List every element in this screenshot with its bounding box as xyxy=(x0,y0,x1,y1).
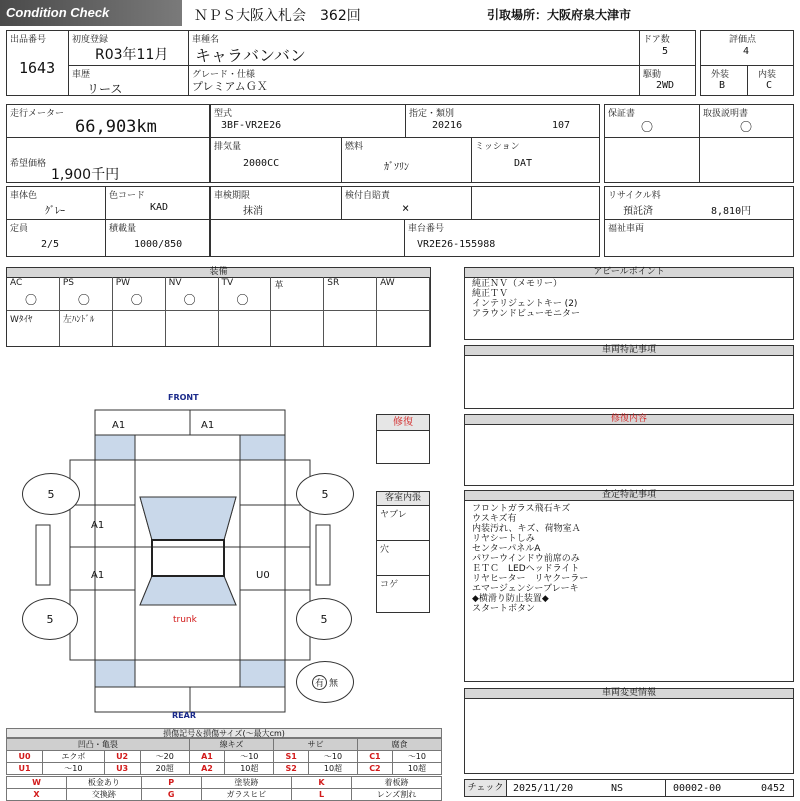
capacity-box xyxy=(6,219,106,257)
designation-box xyxy=(405,104,600,138)
legend-code: A1 xyxy=(189,751,225,763)
legend-meaning: ～20 xyxy=(140,751,189,763)
equipment-label: TV xyxy=(221,278,234,288)
capacity-label: 定員 xyxy=(10,224,29,234)
manual-mark: 〇 xyxy=(740,120,753,134)
recycle-value: 8,810円 xyxy=(711,206,752,217)
legend-code: C1 xyxy=(358,751,393,763)
manual-box xyxy=(699,104,794,138)
equipment-cell-b5 xyxy=(271,311,324,346)
appeal-item: 純正ＮＶ（メモリー） xyxy=(472,279,563,289)
lot-label: 出品番号 xyxy=(10,35,47,45)
car-diagram xyxy=(0,385,376,725)
equipment-panel xyxy=(6,267,431,347)
inspector-title: 査定特記事項 xyxy=(465,491,793,501)
exterior-box xyxy=(700,65,748,96)
chassis-label: 車台番号 xyxy=(408,224,445,234)
mission-label: ミッション xyxy=(475,142,520,152)
inspector-item: リヤヒーター リヤクーラー xyxy=(472,574,589,584)
warranty-label: 保証書 xyxy=(608,109,636,119)
history-label: 車歴 xyxy=(72,70,91,80)
legend-meaning: 板金あり xyxy=(67,777,142,789)
equipment-mark: 〇 xyxy=(183,293,196,307)
chassis-box xyxy=(404,219,600,257)
auction-title: ＮＰＳ大阪入札会 362回 xyxy=(194,8,361,24)
equipment-grid xyxy=(7,277,430,346)
warranty-mark: 〇 xyxy=(641,120,654,134)
chassis-value: VR2E26-155988 xyxy=(417,239,496,250)
car-name-box xyxy=(188,30,640,66)
car-name-value: キャラバンバン xyxy=(195,46,306,65)
fuel-box xyxy=(341,137,472,183)
history-value: リース xyxy=(87,82,123,96)
equipment-mark: 〇 xyxy=(236,293,249,307)
appeal-title: アピールポイント xyxy=(465,268,793,278)
legend-title: 損傷記号＆損傷サイズ(～最大cm) xyxy=(6,728,442,738)
price-box xyxy=(6,137,210,183)
legend-code: L xyxy=(292,789,352,801)
inspector-item: パワーウインドウ前席のみ xyxy=(472,554,580,564)
displacement-label: 排気量 xyxy=(214,142,242,152)
legend-code: S2 xyxy=(274,763,309,775)
legend-code: S1 xyxy=(274,751,309,763)
liability-label: 検付自賠責 xyxy=(345,191,391,201)
inspector-item: ◆横滑り防止装置◆ xyxy=(472,594,549,604)
interior-value: C xyxy=(766,80,773,91)
spare-tire-box xyxy=(296,661,354,703)
cabin-item-3: コゲ xyxy=(380,580,399,590)
mileage-value: 66,903km xyxy=(75,117,157,137)
inspector-item: ウスキズ有 xyxy=(472,514,517,524)
legend-meaning: 10超 xyxy=(308,763,357,775)
footer-code: 00002-00 xyxy=(673,783,722,794)
recycle-box xyxy=(604,186,794,220)
first-reg-box xyxy=(68,30,189,66)
equipment-title: 装備 xyxy=(7,268,430,278)
damage-front-left: A1 xyxy=(112,420,126,431)
cabin-row-2 xyxy=(377,541,429,576)
drive-box xyxy=(639,65,696,96)
special-title: 車両特記事項 xyxy=(465,346,793,356)
inspector-item: フロントガラス飛石キズ xyxy=(472,504,571,514)
legend-code: U2 xyxy=(104,751,140,763)
load-box xyxy=(105,219,210,257)
cabin-row-1 xyxy=(377,506,429,541)
cabin-item-1: ヤブレ xyxy=(380,510,407,520)
tire-rear-right: 5 xyxy=(296,598,352,640)
tire-front-left: 5 xyxy=(22,473,80,515)
equipment-mark: 〇 xyxy=(77,293,90,307)
manual-label: 取扱説明書 xyxy=(703,109,749,119)
inspector-list xyxy=(472,504,588,614)
liability-extra-box xyxy=(471,186,600,220)
legend-meaning: ～10 xyxy=(308,751,357,763)
interior-box xyxy=(747,65,794,96)
equipment-cell-b1 xyxy=(60,311,113,346)
exterior-value: B xyxy=(719,80,726,91)
equipment-label: SR xyxy=(327,278,340,288)
legend-meaning: 20超 xyxy=(140,763,189,775)
equipment-cell-b4 xyxy=(219,311,272,346)
tire-rear-left: 5 xyxy=(22,598,78,640)
inspector-item: エマージェンシーブレーキ xyxy=(472,584,579,594)
legend-code: G xyxy=(141,789,201,801)
legend-table-2 xyxy=(6,776,442,801)
front-label: FRONT xyxy=(168,393,199,402)
interior-label: 内装 xyxy=(758,70,777,80)
first-reg-value: R03年11月 xyxy=(95,47,169,63)
check-date: 2025/11/20 xyxy=(513,783,574,794)
equipment-cell-7 xyxy=(377,277,430,311)
change-panel xyxy=(464,688,794,774)
legend-meaning: エクボ xyxy=(43,751,104,763)
legend-code: C2 xyxy=(358,763,393,775)
displacement-box xyxy=(210,137,342,183)
color-box xyxy=(6,186,106,220)
equipment-label: 左ﾊﾝﾄﾞﾙ xyxy=(62,315,95,325)
price-label: 希望価格 xyxy=(10,159,47,169)
displacement-value: 2000CC xyxy=(243,158,280,169)
model-value: 3BF-VR2E26 xyxy=(221,120,282,131)
welfare-box xyxy=(604,219,794,257)
equipment-cell-2 xyxy=(113,277,166,311)
doors-box xyxy=(639,30,696,66)
blank-box-b xyxy=(699,137,794,183)
warranty-box xyxy=(604,104,700,138)
legend-meaning: 10超 xyxy=(392,763,441,775)
legend-code: X xyxy=(7,789,67,801)
repair-title: 修復内容 xyxy=(465,415,793,425)
car-name-label: 車種名 xyxy=(192,35,220,45)
legend-code: P xyxy=(141,777,201,789)
equipment-cell-b3 xyxy=(166,311,219,346)
mileage-box xyxy=(6,104,210,138)
equipment-label: 革 xyxy=(274,281,284,291)
legend-col-header: 線キズ xyxy=(189,739,274,751)
equipment-label: Wﾀｲﾔ xyxy=(10,315,33,325)
equipment-cell-b6 xyxy=(324,311,377,346)
class-value: 107 xyxy=(552,120,571,131)
legend-meaning: ～10 xyxy=(392,751,441,763)
lot-box xyxy=(6,30,69,96)
equipment-cell-b7 xyxy=(377,311,430,346)
legend-meaning: レンズ割れ xyxy=(352,789,442,801)
equipment-cell-3 xyxy=(166,277,219,311)
repair-side-label: 修復 xyxy=(377,415,429,431)
doors-value: 5 xyxy=(662,46,669,57)
grade-value: プレミアムＧＸ xyxy=(192,80,268,93)
equipment-cell-0 xyxy=(7,277,60,311)
equipment-cell-b0 xyxy=(7,311,60,346)
liability-box xyxy=(341,186,472,220)
designation-value: 20216 xyxy=(432,120,463,131)
legend-code: K xyxy=(292,777,352,789)
equipment-mark: 〇 xyxy=(25,293,38,307)
inspection-box xyxy=(210,186,342,220)
equipment-label: AW xyxy=(380,278,395,288)
grade-label: グレード・仕様 xyxy=(192,70,256,80)
pickup-location: 引取場所：大阪府泉大津市 xyxy=(487,8,632,22)
blank-box-a xyxy=(604,137,700,183)
trunk-label: trunk xyxy=(173,615,197,625)
equipment-label: PW xyxy=(115,278,131,288)
color-code-value: KAD xyxy=(150,202,169,213)
inspector-item: スタートボタン xyxy=(472,604,536,614)
inspector-code: NS xyxy=(611,783,624,794)
footer-number: 0452 xyxy=(761,783,786,794)
mileage-label: 走行メーター xyxy=(10,109,65,119)
model-box xyxy=(210,104,406,138)
legend-code: U0 xyxy=(7,751,43,763)
drive-label: 駆動 xyxy=(643,70,662,80)
legend-code: U1 xyxy=(7,763,43,775)
inspector-item: 内装汚れ、キズ、荷物室Ａ xyxy=(472,524,581,534)
damage-door-right-2: U0 xyxy=(256,570,270,581)
inspector-panel xyxy=(464,490,794,682)
equipment-cell-6 xyxy=(324,277,377,311)
liability-value: × xyxy=(402,201,410,215)
first-reg-label: 初度登録 xyxy=(72,35,109,45)
equipment-label: NV xyxy=(168,278,182,288)
drive-value: 2WD xyxy=(656,80,675,91)
check-label: チェック xyxy=(465,780,507,796)
footer-divider xyxy=(665,780,666,796)
inspector-item: センターパネルA xyxy=(472,544,541,554)
appeal-panel xyxy=(464,267,794,340)
legend-code: W xyxy=(7,777,67,789)
equipment-cell-1 xyxy=(60,277,113,311)
legend-code: U3 xyxy=(104,763,140,775)
equipment-cell-4 xyxy=(219,277,272,311)
rating-value: 4 xyxy=(743,46,750,57)
equipment-label: PS xyxy=(62,278,75,288)
appeal-item: アラウンドビューモニター xyxy=(472,309,581,319)
equipment-label: AC xyxy=(10,278,23,288)
rear-label: REAR xyxy=(172,711,196,720)
legend-meaning: 塗装跡 xyxy=(201,777,291,789)
legend-table xyxy=(6,738,442,775)
exterior-label: 外装 xyxy=(711,70,730,80)
legend-code: A2 xyxy=(189,763,225,775)
history-box xyxy=(68,65,189,96)
change-title: 車両変更情報 xyxy=(465,689,793,699)
load-value: 1000/850 xyxy=(134,239,183,250)
mission-box xyxy=(471,137,600,183)
color-code-box xyxy=(105,186,210,220)
inspection-value: 抹消 xyxy=(243,206,263,217)
fuel-label: 燃料 xyxy=(345,142,364,152)
rating-box xyxy=(700,30,794,66)
legend-meaning: ～10 xyxy=(225,751,274,763)
repair-side-box xyxy=(376,414,430,464)
cabin-title: 客室内張 xyxy=(377,492,429,506)
capacity-value: 2/5 xyxy=(41,239,60,250)
appeal-item: インテリジェントキー (2) xyxy=(472,299,578,309)
inspector-item: リヤシートしみ xyxy=(472,534,535,544)
rating-label: 評価点 xyxy=(729,35,757,45)
damage-door-left-2: A1 xyxy=(91,570,105,581)
footer-bar xyxy=(464,779,794,797)
legend-meaning: 交換跡 xyxy=(67,789,142,801)
damage-door-left-1: A1 xyxy=(91,520,105,531)
welfare-label: 福祉車両 xyxy=(608,224,645,234)
equipment-cell-b2 xyxy=(113,311,166,346)
inspector-item: ＥＴＣ LEDヘッドライト xyxy=(472,564,580,574)
color-code-label: 色コード xyxy=(109,191,146,201)
load-label: 積載量 xyxy=(109,224,137,234)
designation-label: 指定・類別 xyxy=(409,109,455,119)
legend-col-header: 腐食 xyxy=(358,739,442,751)
legend-meaning: 着板跡 xyxy=(352,777,442,789)
repair-panel xyxy=(464,414,794,486)
legend-meaning: ～10 xyxy=(43,763,104,775)
doors-label: ドア数 xyxy=(643,35,670,45)
legend-meaning: ガラスヒビ xyxy=(201,789,291,801)
cabin-item-2: 穴 xyxy=(380,545,390,555)
spare-yes: 有 xyxy=(312,675,327,690)
appeal-list xyxy=(472,279,580,319)
cabin-box xyxy=(376,491,430,613)
model-label: 型式 xyxy=(214,109,233,119)
mission-value: DAT xyxy=(514,158,533,169)
equipment-cell-5 xyxy=(271,277,324,311)
inspection-label: 車検期限 xyxy=(214,191,251,201)
color-label: 車体色 xyxy=(10,191,38,201)
special-panel xyxy=(464,345,794,409)
grade-box xyxy=(188,65,640,96)
tire-front-right: 5 xyxy=(296,473,354,515)
damage-front-right: A1 xyxy=(201,420,215,431)
cabin-row-3 xyxy=(377,576,429,612)
legend-meaning: 10超 xyxy=(225,763,274,775)
equipment-mark: 〇 xyxy=(130,293,143,307)
recycle-label: リサイクル料 xyxy=(608,191,661,201)
header-bar xyxy=(0,0,800,28)
brand-title: Condition Check xyxy=(6,5,110,20)
chassis-blank-box xyxy=(210,219,405,257)
spare-no: 無 xyxy=(329,678,339,689)
color-value: ｸﾞﾚｰ xyxy=(45,206,65,217)
lot-number: 1643 xyxy=(19,59,56,77)
legend-col-header: サビ xyxy=(274,739,358,751)
legend-col-header: 凹凸・亀裂 xyxy=(7,739,190,751)
recycle-status: 預託済 xyxy=(623,206,653,217)
fuel-value: ｶﾞｿﾘﾝ xyxy=(384,162,409,173)
appeal-item: 純正ＴＶ xyxy=(472,289,509,299)
price-value: 1,900千円 xyxy=(51,167,120,183)
